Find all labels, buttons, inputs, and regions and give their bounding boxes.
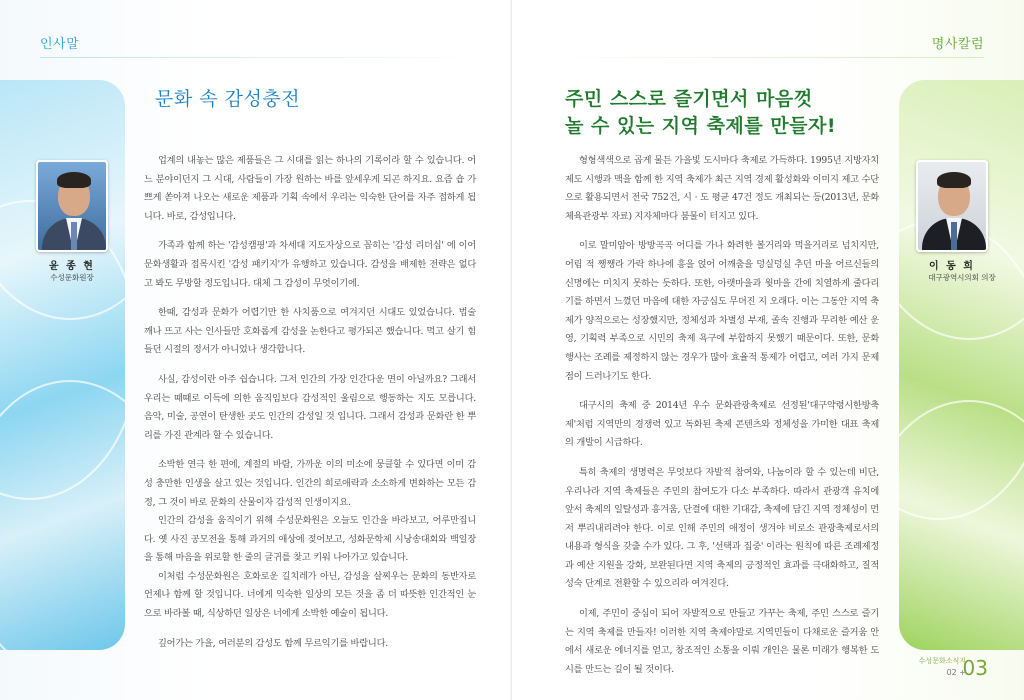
author-photo [916,160,988,252]
header-divider [40,57,480,58]
paragraph: 이로 말미암아 방방곡곡 어디를 가나 화려한 볼거리와 먹을거리로 넘치지만, 어림 적 쨍쨍라 가락 하나에 흥을 얹어 어깨춤을 덩실덩실 추던 마을 어르신들의 신명에는 미치지 못하는 듯하다. 또한, 아랫마을과 윗마을 간에 치열하게 줄다리기를 하면서 느꼈던 마음에 대한 자긍심도 무뎌진 지 오래다. 이는 그동안 지역 축제가 양적으로는 성장했지만, 정체성과 차별성 부재, 졸속 진행과 무리한 예산 운영, 기획력 부족으로 시민의 축제 욕구에 부합하지 못했기 때문이다. 또한, 문화 행사는 조례를 제정하지 않는 경우가 많아 효율적 통제가 어렵고, 여러 가지 문제점이 드러나기도 한다. [565,240,879,382]
paragraph: 대구시의 축제 중 2014년 우수 문화관광축제로 선정된'대구약령시한방축제'처럼 지역만의 경쟁력 있고 독화된 축제 콘텐츠와 정체성을 가미한 대표 축제의 개발이 시급하다. [565,400,879,449]
article-title: 문화 속 감성충전 [155,88,301,110]
swirl-line [899,400,1024,650]
section-label-greeting: 인사말 [40,37,80,52]
paragraph: 업계의 내놓는 많은 제품들은 그 시대를 읽는 하나의 기록이라 할 수 있습니다. 어느 분야이던지 그 시대, 사람들이 가장 원하는 바를 앞세우게 되곤 하지요. 요즘 숍 가쁘게 쏟아져 나오는 새로운 제품과 기획 속에서 우리는 익숙한 단어를 자주 접하게 됩니다. 바로, 감성입니다. [144,155,476,222]
article-body [565,152,879,690]
portrait-hair [57,172,91,188]
magazine-name: 수성문화소식지 [918,657,966,665]
portrait-tie [71,222,77,252]
paragraph: 이제, 주민이 중심이 되어 자발적으로 만들고 가꾸는 축제, 주민 스스로 즐기는 지역 축제를 만들자! 이러한 지역 축제야말로 지역민들이 다채로운 즐거움 안에서 새로운 에너지를 얻고, 창조적인 소통을 이뤄 개인은 물론 미래가 행복한 도시를 만드는 길이 될 것이다. [565,608,879,675]
paragraph: 형형색색으로 곱게 물든 가을빛 도시마다 축제로 가득하다. 1995년 지방자치제도 시행과 맥을 함께 한 지역 축제가 최근 지역 경제 활성화와 이미지 제고 수단으로 활용되면서 전국 752건, 시 · 도 평균 47건 정도 개최되는 등(2013년, 문화체육관광부 자료) 지자체마다 붐물이 터지고 있다. [565,155,879,222]
title-line: 주민 스스로 즐기면서 마음껏 [565,88,813,110]
author-name: 이 동 희 [929,261,975,272]
author-title: 수성문화원장 [50,273,94,282]
author-title: 대구광역시의회 의장 [928,273,996,282]
title-line: 놀 수 있는 지역 축제를 만들자! [565,115,836,137]
paragraph: 이처럼 수성문화원은 호화로운 길치레가 아닌, 감성을 살찌우는 문화의 동반자로 언제나 함께 할 것입니다. 너에게 익숙한 일상의 모든 것을 좀 더 따뜻한 인간적인 눈으로 바라볼 때, 식상하던 일상은 너에게 소박한 예술이 됩니다. [144,570,476,620]
header-divider [544,57,984,58]
swirl-line [0,380,125,650]
paragraph: 한때, 감성과 문화가 어렵기만 한 사치품으로 여겨지던 시대도 있었습니다. 법술 깨나 뜨고 사는 인사들만 호화롭게 감성을 논한다고 평가되곤 했습니다. 먹고 살기 힘들던 시절의 정서가 아니었나 생각합니다. [144,307,476,356]
author-name: 윤 종 현 [49,261,95,272]
portrait-hair [937,172,971,188]
paragraph: 인간의 감성을 움직이기 위해 수성문화원은 오늘도 인간을 바라보고, 어루만집니다. 옛 사진 공모전을 통해 과거의 애상에 젖어보고, 성화문학제 시낭송대회와 백일장을 통해 마음을 위로할 한 줄의 글귀를 찾고 키워 나아가고 있습니다. [144,515,476,564]
section-label-column: 명사칼럼 [931,37,984,52]
paragraph: 소박한 연극 한 편에, 계절의 바람, 가까운 이의 미소에 뭉클할 수 있다면 이미 감성 충만한 인생을 살고 있는 것입니다. 인간의 희로애락과 소소하게 변화하는 모든 감정, 그 것이 바로 문화의 산물이자 감성적 인생이지요. [144,459,476,508]
page-number-right: 03 [962,656,988,680]
article-body [144,152,476,664]
paragraph: 깊어가는 가을, 여러분의 감성도 함께 무르익기를 바랍니다. [158,637,388,649]
paragraph: 특히 축제의 생명력은 무엇보다 자발적 참여와, 나눔이라 할 수 있는데 비단, 우리나라 지역 축제들은 주민의 참여도가 다소 부족하다. 따라서 관광객 유치에 앞서 축제의 일탈성과 흥겨움, 단결에 대한 기대감, 축제에 담긴 지역 정체성이 먼저 뿌리내리려야 한다. 이로 인해 주민의 애정이 생겨야 비로소 관광축제로서의 내용과 형식을 갖출 수가 있다. 그 후, '선택과 집중' 이라는 원칙에 따른 조례제정과 예산 지원을 강화, 보완된다면 지역 축제의 긍정적인 효과를 극대화하고, 질적 성숙 단계로 전환할 수 있으리라 여겨진다. [565,466,879,590]
portrait-tie [951,222,957,252]
paragraph: 가족과 함께 하는 '감성캠핑'과 차세대 지도자상으로 꼽히는 '감성 리더십' 에 이어 문화생활과 접목시킨 '감성 패키지'가 유행하고 있습니다. 감성을 배제한 전략은 없다고 봐도 무방할 정도입니다. 대체 그 감성이 무엇이기에. [144,240,476,289]
page-number-left: 02 + [946,668,966,677]
article-title [565,86,836,140]
author-photo [36,160,108,252]
paragraph: 사실, 감성이란 아주 쉽습니다. 그저 인간의 가장 인간다운 면이 아닐까요? 그래서 우리는 때때로 이득에 의한 움직임보다 감성적인 울림으로 행동하는 지도 모릅니다. 음악, 미술, 공연이 탄생한 곳도 인간의 감성일 것 입니다. 그래서 감성과 문화란 한 뿌리를 가진 관계라 할 수 있습니다. [144,373,476,441]
